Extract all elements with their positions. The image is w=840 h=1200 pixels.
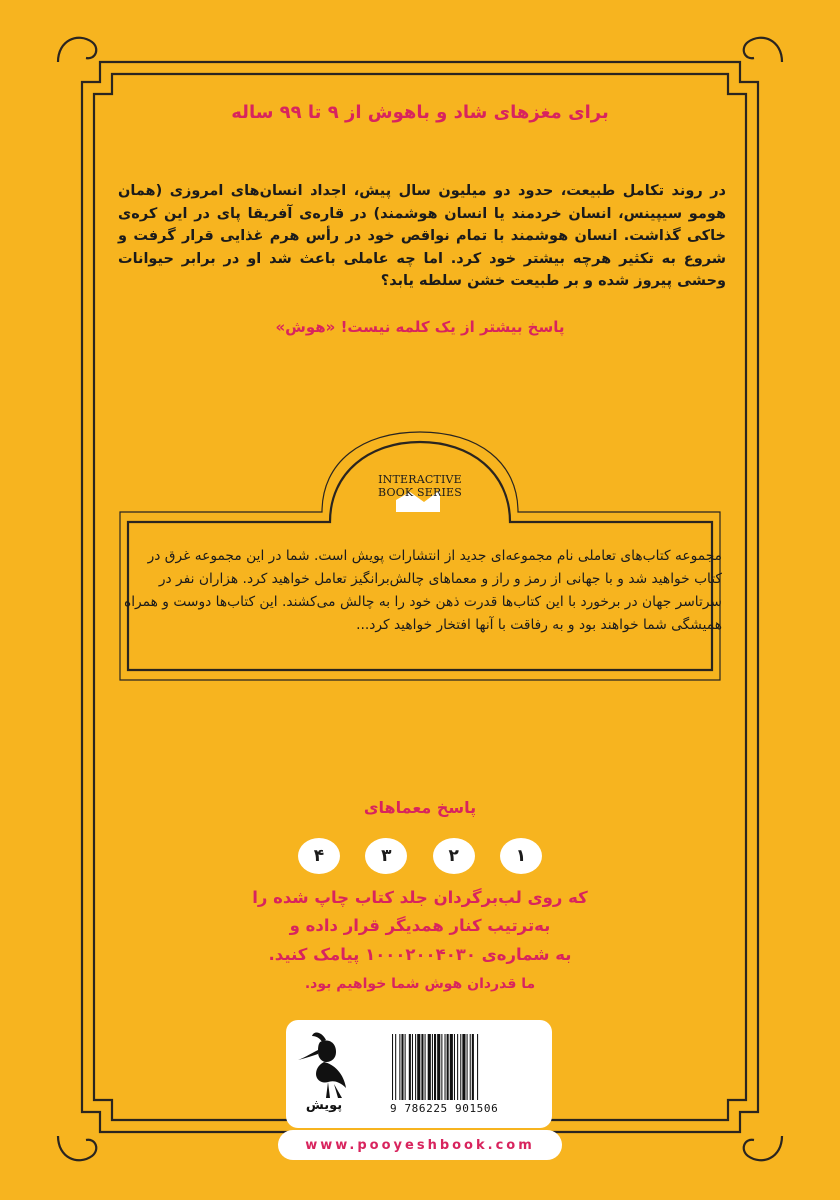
isbn-number: 9 786225 901506 (390, 1102, 499, 1115)
riddle-number-row (298, 838, 542, 874)
series-logo (340, 455, 500, 513)
series-logo-line1: INTERACTIVE (378, 473, 462, 486)
series-logo-line2: BOOK SERIES (378, 486, 462, 499)
barcode (390, 1034, 540, 1100)
intro-paragraph: در روند تکامل طبیعت، حدود دو میلیون سال پیش، اجداد انسان‌های امروزی (همان هومو سیپینس، انسان خردمند یا انسان هوشمند) در قاره‌ی آفریقا پای در این کره‌ی خاکی گذاشت. انسان هوشمند با تمام نواقص خود در رأس هرم غذایی قرار گرفت و شروع به تکثیر هرچه بیشتر خود کرد. اما چه عاملی باعث شد او در برابر حیوانات وحشی پیروز شده و بر طبیعت خشن سلطه یابد؟ (118, 183, 726, 289)
instruction-line-3: به شماره‌ی ۱۰۰۰۲۰۰۴۰۳۰ پیامک کنید. (268, 945, 572, 964)
headline: برای مغزهای شاد و باهوش از ۹ تا ۹۹ ساله (231, 102, 609, 123)
riddle-number-4: ۴ (298, 838, 340, 874)
instruction-line-2: به‌ترتیب کنار همدیگر قرار داده و (289, 916, 551, 935)
answer-line: پاسخ بیشتر از یک کلمه نیست! «هوش» (275, 318, 565, 336)
thanks-line: ما قدردان هوش شما خواهیم بود. (304, 976, 536, 992)
riddle-number-1: ۱ (500, 838, 542, 874)
riddle-number-2: ۲ (433, 838, 475, 874)
website-link[interactable]: www.pooyeshbook.com (278, 1130, 562, 1160)
publisher-name: پویش (305, 1098, 343, 1113)
riddle-title: پاسخ معماهای (363, 798, 477, 817)
series-description: مجموعه کتاب‌های تعاملی نام مجموعه‌ای جدید از انتشارات پویش است. شما در این مجموعه غرق در کتاب خواهید شد و با جهانی از رمز و راز و معماهای چالش‌برانگیز تعامل خواهید کرد. هزاران نفر در سرتاسر جهان در برخورد با این کتاب‌ها قدرت ذهن خود را به چالش می‌کشند. این کتاب‌ها دوست و همراه همیشگی شما خواهند بود و به رفاقت با آنها افتخار خواهید کرد... (123, 548, 722, 633)
barcode-panel (286, 1020, 552, 1128)
instruction-line-1: که روی لب‌برگردان جلد کتاب چاپ شده را (252, 888, 588, 907)
riddle-number-3: ۳ (365, 838, 407, 874)
